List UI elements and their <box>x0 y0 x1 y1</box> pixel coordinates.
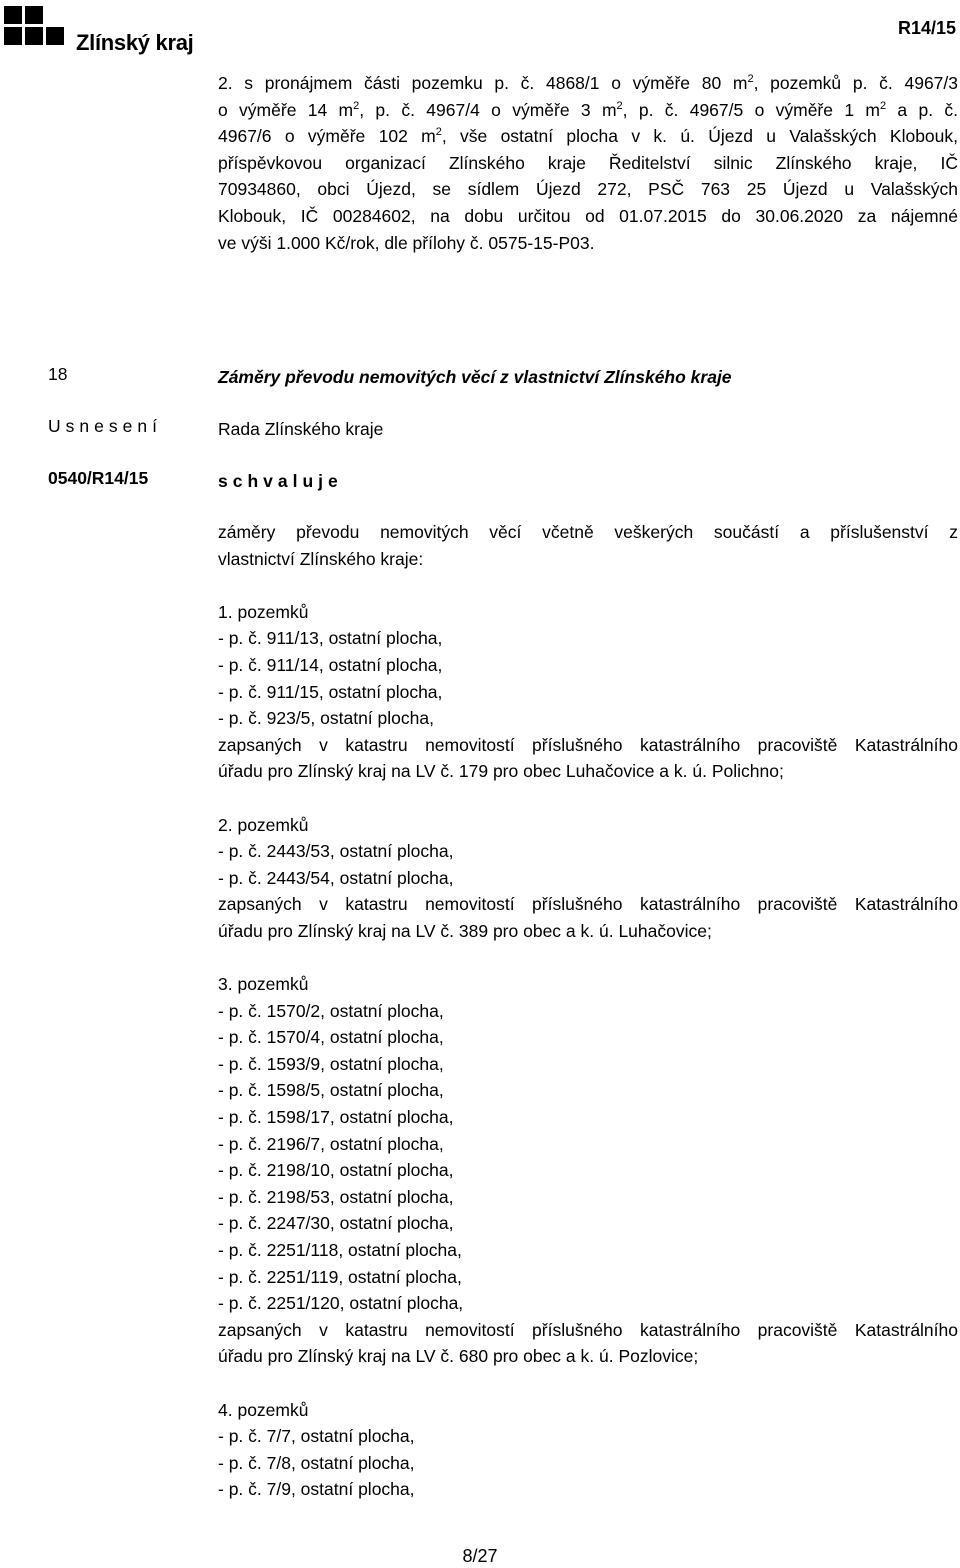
registry-line: zapsaných v katastru nemovitostí příslušného katastrálního pracoviště Katastrálního <box>218 894 958 915</box>
parcel-item: - p. č. 2198/53, ostatní plocha, <box>218 1186 454 1207</box>
resolution-body <box>218 519 958 1503</box>
parcel-item: - p. č. 1593/9, ostatní plocha, <box>218 1053 444 1074</box>
logo-text: Zlínský kraj <box>76 30 194 55</box>
registry-line: zapsaných v katastru nemovitostí příslušného katastrálního pracoviště Katastrálního <box>218 734 958 755</box>
item-number: 18 <box>48 364 68 384</box>
parcel-item: - p. č. 2251/118, ostatní plocha, <box>218 1240 462 1261</box>
paragraph-line: ve výši 1.000 Kč/rok, dle přílohy č. 0575-15-P03. <box>218 232 595 253</box>
parcel-item: - p. č. 1570/2, ostatní plocha, <box>218 1000 444 1021</box>
lease-paragraph <box>218 70 958 256</box>
parcel-item: - p. č. 2251/119, ostatní plocha, <box>218 1266 462 1287</box>
registry-line: úřadu pro Zlínský kraj na LV č. 389 pro obec a k. ú. Luhačovice; <box>218 920 712 941</box>
paragraph-line: příspěvkovou organizací Zlínského kraje Ředitelství silnic Zlínského kraje, IČ <box>218 152 958 173</box>
resolution-verb: schvaluje <box>218 471 343 491</box>
parcel-item: - p. č. 2247/30, ostatní plocha, <box>218 1213 454 1234</box>
item-title: Záměry převodu nemovitých věcí z vlastnictví Zlínského kraje <box>218 367 732 387</box>
parcel-item: - p. č. 2251/120, ostatní plocha, <box>218 1293 464 1314</box>
parcel-item: - p. č. 923/5, ostatní plocha, <box>218 708 434 729</box>
group-heading: 4. pozemků <box>218 1399 309 1420</box>
parcel-item: - p. č. 911/14, ostatní plocha, <box>218 654 443 675</box>
document-code: R14/15 <box>897 18 956 38</box>
parcel-item: - p. č. 911/13, ostatní plocha, <box>218 628 443 649</box>
body-line: vlastnictví Zlínského kraje: <box>218 548 424 569</box>
page-number: 8/27 <box>462 1546 498 1566</box>
parcel-item: - p. č. 911/15, ostatní plocha, <box>218 681 443 702</box>
council-name: Rada Zlínského kraje <box>218 419 384 439</box>
parcel-item: - p. č. 1598/5, ostatní plocha, <box>218 1080 444 1101</box>
paragraph-line: o výměře 14 $m^2$, p. č. 4967/4 o výměře 3 $m^2$, p. č. 4967/5 o výměře 1 $m^2$ a p. č. <box>218 99 959 120</box>
resolution-label: Usnesení <box>48 416 162 436</box>
paragraph-line: 4967/6 o výměře 102 $m^2$, vše ostatní plocha v k. ú. Újezd u Valašských Klobouk, <box>218 126 958 147</box>
parcel-item: - p. č. 2443/54, ostatní plocha, <box>218 867 454 888</box>
group-heading: 1. pozemků <box>218 601 309 622</box>
paragraph-line: 70934860, obci Újezd, se sídlem Újezd 272, PSČ 763 25 Újezd u Valašských <box>218 179 958 200</box>
parcel-item: - p. č. 7/7, ostatní plocha, <box>218 1426 415 1447</box>
logo-squares-icon <box>4 6 64 52</box>
registry-line: úřadu pro Zlínský kraj na LV č. 179 pro obec Luhačovice a k. ú. Polichno; <box>218 761 784 782</box>
parcel-item: - p. č. 2443/53, ostatní plocha, <box>218 841 454 862</box>
resolution-number: 0540/R14/15 <box>48 468 149 488</box>
parcel-item: - p. č. 7/8, ostatní plocha, <box>218 1452 415 1473</box>
group-heading: 2. pozemků <box>218 814 309 835</box>
registry-line: úřadu pro Zlínský kraj na LV č. 680 pro obec a k. ú. Pozlovice; <box>218 1346 699 1367</box>
group-heading: 3. pozemků <box>218 974 309 995</box>
registry-line: zapsaných v katastru nemovitostí příslušného katastrálního pracoviště Katastrálního <box>218 1319 958 1340</box>
paragraph-line: 2. s pronájmem části pozemku p. č. 4868/1 o výměře 80 $m^2$, pozemků p. č. 4967/3 <box>218 73 958 93</box>
parcel-item: - p. č. 1598/17, ostatní plocha, <box>218 1107 454 1128</box>
parcel-item: - p. č. 2196/7, ostatní plocha, <box>218 1133 444 1154</box>
parcel-item: - p. č. 7/9, ostatní plocha, <box>218 1479 415 1500</box>
parcel-item: - p. č. 1570/4, ostatní plocha, <box>218 1027 444 1048</box>
parcel-item: - p. č. 2198/10, ostatní plocha, <box>218 1160 454 1181</box>
body-line: záměry převodu nemovitých věcí včetně veškerých součástí a příslušenství z <box>218 522 958 542</box>
paragraph-line: Klobouk, IČ 00284602, na dobu určitou od 01.07.2015 do 30.06.2020 za nájemné <box>218 205 958 226</box>
